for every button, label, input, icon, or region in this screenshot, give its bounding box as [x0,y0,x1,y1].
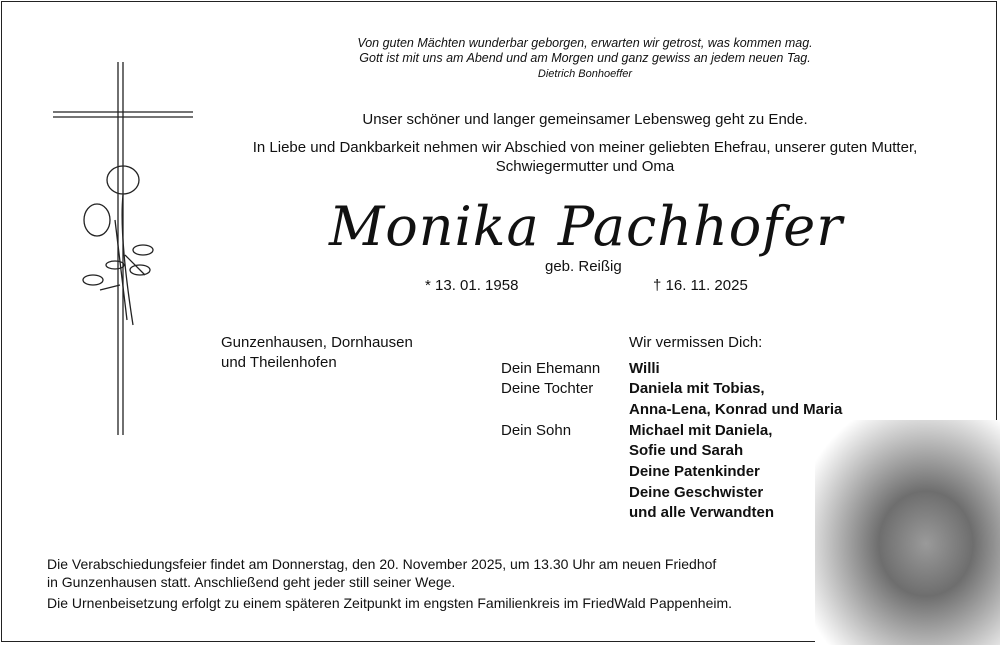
birth-date: * 13. 01. 1958 [425,277,519,294]
quote-author: Dietrich Bonhoeffer [537,68,633,80]
mourner-names: Michael mit Daniela, [629,422,773,439]
mourner-names: Daniela mit Tobias, [629,380,765,397]
intro-line-2: In Liebe und Dankbarkeit nehmen wir Abschied von meiner geliebten Ehefrau, unserer guten Mutter, [252,139,918,156]
birth-name: geb. Reißig [545,258,622,275]
places-line-1: Gunzenhausen, Dornhausen [221,334,413,351]
footer-line-1: Die Verabschiedungsfeier findet am Donnerstag, den 20. November 2025, um 13.30 Uhr am neuen Friedhof [47,556,717,572]
cross-with-rose-icon [45,55,205,445]
intro-line-1: Unser schöner und langer gemeinsamer Lebensweg geht zu Ende. [362,111,808,128]
mourner-relation: Deine Tochter [501,380,594,397]
quote-line-2: Gott ist mit uns am Abend und am Morgen und ganz gewiss an jedem neuen Tag. [359,51,811,65]
mourner-names: Deine Patenkinder [629,463,760,480]
angel-photo [815,420,1000,645]
mourner-names: und alle Verwandten [629,504,775,521]
mourners-heading: Wir vermissen Dich: [629,334,763,351]
mourner-names: Willi [629,360,660,377]
footer-line-2: in Gunzenhausen statt. Anschließend geht jeder still seiner Wege. [47,574,456,590]
mourner-names: Sofie und Sarah [629,442,744,459]
mourner-names: Anna-Lena, Konrad und Maria [629,401,843,418]
quote-line-1: Von guten Mächten wunderbar geborgen, erwarten wir getrost, was kommen mag. [357,36,813,50]
intro-line-3: Schwiegermutter und Oma [495,158,675,175]
places-line-2: und Theilenhofen [221,354,337,371]
footer-line-3: Die Urnenbeisetzung erfolgt zu einem späteren Zeitpunkt im engsten Familienkreis im FriedWald Pappenheim. [47,595,733,611]
mourner-names: Deine Geschwister [629,484,764,501]
mourner-relation: Dein Sohn [501,422,572,439]
death-date: † 16. 11. 2025 [653,277,748,294]
mourner-relation: Dein Ehemann [501,360,601,377]
deceased-name: Monika Pachhofer [328,195,844,258]
